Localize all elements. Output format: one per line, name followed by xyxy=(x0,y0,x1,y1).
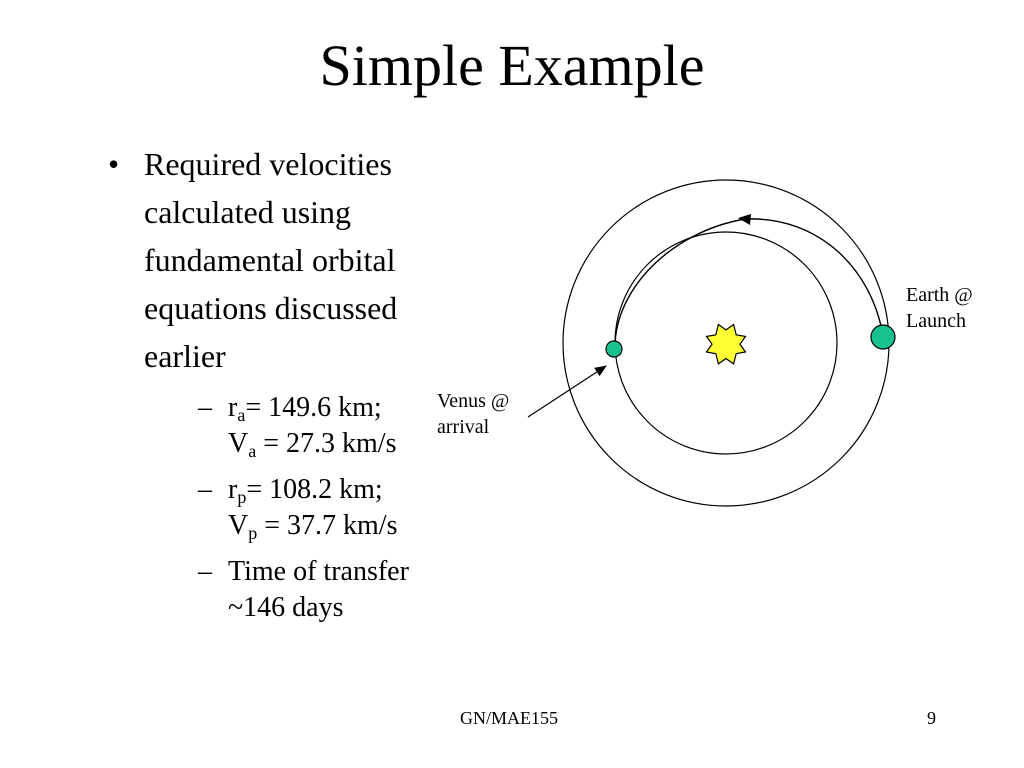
slide-title: Simple Example xyxy=(319,33,705,98)
main-bullet-line: equations discussed xyxy=(144,290,398,326)
dash-mark: – xyxy=(198,556,212,587)
earth-label: Earth @ Launch xyxy=(906,284,973,332)
apoapsis-velocity: $V_a = 27.3$ km/s xyxy=(228,428,397,461)
bullet-mark: • xyxy=(108,146,120,182)
periapsis-radius: $r_p= 108.2$ km; xyxy=(228,474,383,507)
main-bullet-line: calculated using xyxy=(144,194,352,230)
venus-planet-icon xyxy=(606,341,622,357)
footer-page-number: 9 xyxy=(927,708,936,728)
dash-mark: – xyxy=(198,392,212,423)
main-bullet-line: fundamental orbital xyxy=(144,242,396,278)
main-bullet-line: earlier xyxy=(144,338,226,374)
dash-mark: – xyxy=(198,474,212,505)
apoapsis-radius: $r_a= 149.6$ km; xyxy=(228,392,382,425)
sun-icon xyxy=(707,325,746,364)
earth-planet-icon xyxy=(871,325,895,349)
transfer-time-line: ~146 days xyxy=(228,592,344,623)
periapsis-velocity: $V_p = 37.7$ km/s xyxy=(228,510,398,543)
venus-pointer-arrow xyxy=(528,366,606,417)
transfer-trajectory xyxy=(615,219,883,347)
main-bullet-line: Required velocities xyxy=(144,146,392,182)
footer-course: GN/MAE155 xyxy=(460,708,558,728)
transfer-time-line: Time of transfer xyxy=(228,556,409,587)
venus-label: Venus @ arrival xyxy=(437,390,510,438)
